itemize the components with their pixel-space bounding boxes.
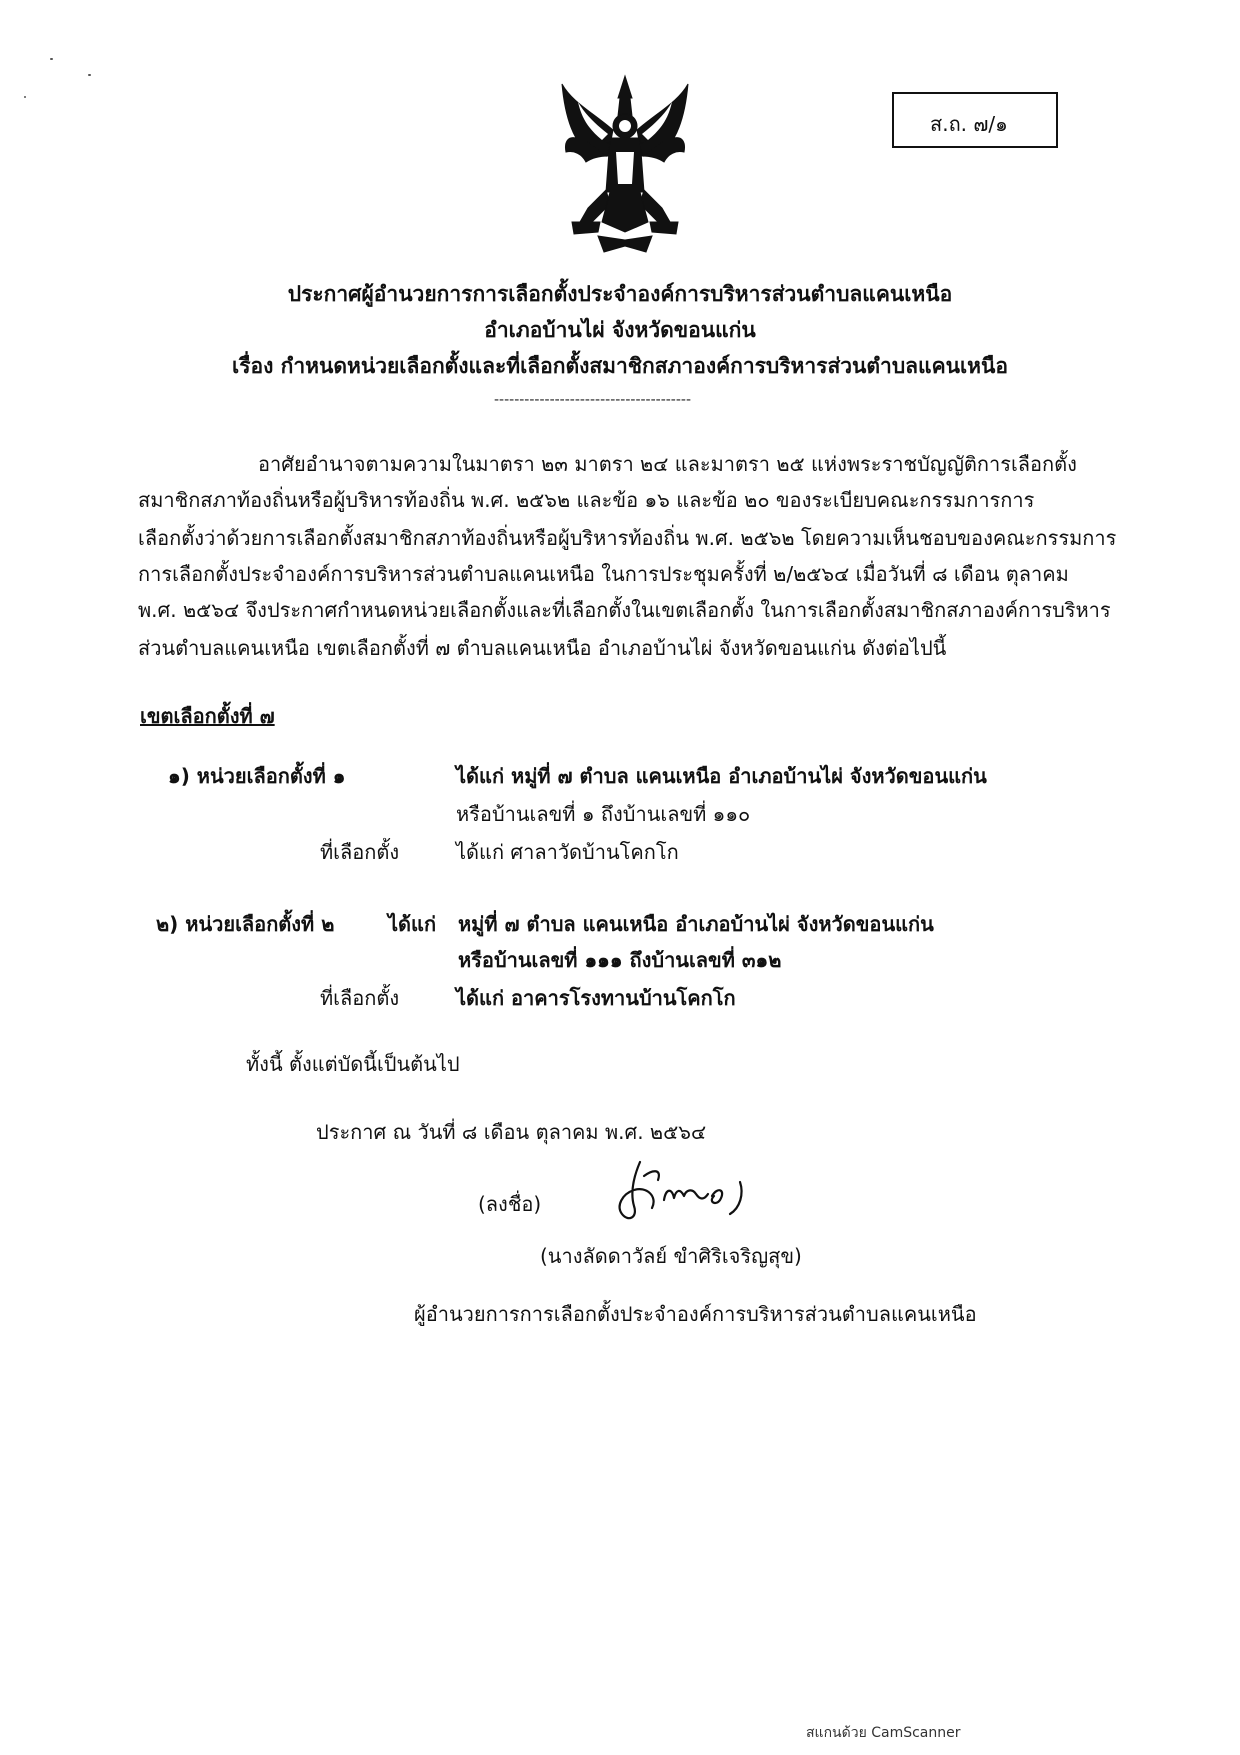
body-line-2: สมาชิกสภาท้องถิ่นหรือผู้บริหารท้องถิ่น พ.ศ. ๒๕๖๒ และข้อ ๑๖ และข้อ ๒๐ ของระเบียบคณะกรรมการการ xyxy=(138,488,1035,512)
announcement-title: ประกาศผู้อำนวยการการเลือกตั้งประจำองค์การบริหารส่วนตำบลแคนเหนือ xyxy=(287,282,953,306)
unit-1-label: ๑) หน่วยเลือกตั้งที่ ๑ xyxy=(168,764,346,788)
body-line-6: ส่วนตำบลแคนเหนือ เขตเลือกตั้งที่ ๗ ตำบลแคนเหนือ อำเภอบ้านไผ่ จังหวัดขอนแก่น ดังต่อไปนี้ xyxy=(138,636,947,660)
announcement-location: อำเภอบ้านไผ่ จังหวัดขอนแก่น xyxy=(484,318,756,342)
title-divider: --------------------------------------- xyxy=(494,392,692,408)
announcement-subject: เรื่อง กำหนดหน่วยเลือกตั้งและที่เลือกตั้งสมาชิกสภาองค์การบริหารส่วนตำบลแคนเหนือ xyxy=(232,354,1008,378)
scan-speck xyxy=(24,96,26,98)
announce-date: ประกาศ ณ วันที่ ๘ เดือน ตุลาคม พ.ศ. ๒๕๖๔ xyxy=(316,1120,707,1144)
signatory-position: ผู้อำนวยการการเลือกตั้งประจำองค์การบริหารส่วนตำบลแคนเหนือ xyxy=(414,1302,977,1326)
scan-speck xyxy=(50,58,53,60)
body-line-3: เลือกตั้งว่าด้วยการเลือกตั้งสมาชิกสภาท้องถิ่นหรือผู้บริหารท้องถิ่น พ.ศ. ๒๕๖๒ โดยความเห็นชอบของคณะกรรมการ xyxy=(138,526,1117,550)
handwritten-signature xyxy=(600,1156,760,1228)
form-code-box xyxy=(892,92,1058,148)
garuda-emblem xyxy=(558,72,692,254)
unit-2-detail-line2: หรือบ้านเลขที่ ๑๑๑ ถึงบ้านเลขที่ ๓๑๒ xyxy=(458,948,782,972)
unit-2-label-short: ได้แก่ xyxy=(388,912,437,936)
unit-1-place-label: ที่เลือกตั้ง xyxy=(320,840,400,864)
unit-2-place-label: ที่เลือกตั้ง xyxy=(320,986,400,1010)
effective-line: ทั้งนี้ ตั้งแต่บัดนี้เป็นต้นไป xyxy=(246,1052,460,1076)
scan-speck xyxy=(88,74,91,76)
unit-2-label: ๒) หน่วยเลือกตั้งที่ ๒ xyxy=(156,912,335,936)
district-heading: เขตเลือกตั้งที่ ๗ xyxy=(140,704,275,728)
form-code: ส.ถ. ๗/๑ xyxy=(930,112,1008,136)
body-line-1: อาศัยอำนาจตามความในมาตรา ๒๓ มาตรา ๒๔ และมาตรา ๒๕ แห่งพระราชบัญญัติการเลือกตั้ง xyxy=(258,452,1077,476)
unit-1-detail-line2: หรือบ้านเลขที่ ๑ ถึงบ้านเลขที่ ๑๑๐ xyxy=(456,802,751,826)
body-line-4: การเลือกตั้งประจำองค์การบริหารส่วนตำบลแคนเหนือ ในการประชุมครั้งที่ ๒/๒๕๖๔ เมื่อวันที่ ๘ เดือน ตุลาคม xyxy=(138,562,1069,586)
unit-2-detail-line1: หมู่ที่ ๗ ตำบล แคนเหนือ อำเภอบ้านไผ่ จังหวัดขอนแก่น xyxy=(458,912,934,936)
scanner-mark: สแกนด้วย CamScanner xyxy=(806,1725,961,1741)
body-line-5: พ.ศ. ๒๕๖๔ จึงประกาศกำหนดหน่วยเลือกตั้งและที่เลือกตั้งในเขตเลือกตั้ง ในการเลือกตั้งสมาชิกสภาองค์การบริหาร xyxy=(138,598,1111,622)
unit-1-detail-line1: ได้แก่ หมู่ที่ ๗ ตำบล แคนเหนือ อำเภอบ้านไผ่ จังหวัดขอนแก่น xyxy=(456,764,987,788)
unit-1-place-value: ได้แก่ ศาลาวัดบ้านโคกโก xyxy=(456,840,679,864)
signatory-name: (นางลัดดาวัลย์ ขำศิริเจริญสุข) xyxy=(540,1244,802,1268)
sign-label: (ลงชื่อ) xyxy=(478,1192,542,1216)
unit-2-place-value: ได้แก่ อาคารโรงทานบ้านโคกโก xyxy=(456,986,736,1010)
